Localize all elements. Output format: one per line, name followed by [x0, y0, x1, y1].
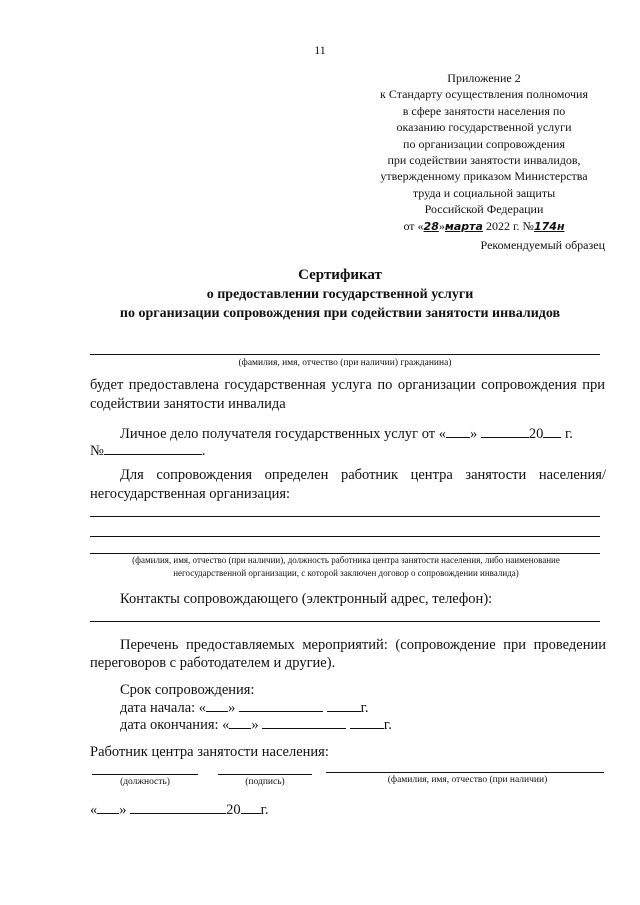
final-date-line: « » 20 г. — [90, 802, 269, 818]
end-date-line: дата окончания: « » г. — [120, 717, 392, 733]
final-day-blank — [97, 800, 119, 814]
signature-fill-line — [218, 774, 312, 775]
appendix-line: оказанию государственной услуги — [396, 120, 572, 135]
handwritten-day: 28 — [423, 219, 439, 233]
employee-label: Работник центра занятости населения: — [90, 744, 329, 760]
day-blank — [446, 424, 470, 438]
file-number-blank — [104, 441, 202, 455]
page-number: 11 — [314, 43, 326, 57]
service-paragraph-line: содействии занятости инвалида — [90, 396, 286, 412]
escort-fill-line — [90, 536, 600, 537]
title-line: по организации сопровождения при содействии занятости инвалидов — [119, 306, 561, 321]
recommended-sample-label: Рекомендуемый образец — [480, 238, 605, 252]
activities-line: Перечень предоставляемых мероприятий: (сопровождение при проведении — [120, 637, 606, 653]
order-date-line: от «28»марта 2022 г. №174н — [403, 218, 565, 233]
appendix-line: к Стандарту осуществления полномочия — [380, 87, 588, 102]
contacts-fill-line — [90, 621, 600, 622]
name-caption: (фамилия, имя, отчество (при наличии) — [387, 775, 548, 785]
appendix-line: по организации сопровождения — [403, 136, 565, 151]
position-fill-line — [92, 774, 198, 775]
citizen-name-caption: (фамилия, имя, отчество (при наличии) гражданина) — [238, 358, 452, 368]
personal-file-line: Личное дело получателя государственных услуг от « » 20 г. — [120, 426, 573, 442]
title-line: Сертификат — [298, 267, 382, 283]
appendix-line: в сфере занятости населения по — [402, 103, 566, 118]
term-label: Срок сопровождения: — [120, 682, 255, 698]
month-blank — [481, 424, 529, 438]
citizen-name-line — [90, 354, 600, 355]
name-fill-line — [326, 772, 604, 773]
worker-caption-line: негосударственной организации, с которой заключен договор о сопровождении инвалида) — [173, 568, 519, 578]
escort-fill-line — [90, 553, 600, 554]
personal-file-number-line: № . — [90, 443, 206, 459]
start-date-line: дата начала: « » г. — [120, 700, 369, 716]
activities-line: переговоров с работодателем и другие). — [90, 655, 336, 671]
certificate-title — [60, 266, 620, 323]
escort-fill-line — [90, 516, 600, 517]
title-line: о предоставлении государственной услуги — [206, 287, 474, 302]
appendix-line: труда и социальной защиты — [412, 185, 556, 200]
signature-caption: (подпись) — [245, 777, 285, 787]
handwritten-order-number: 174н — [533, 219, 565, 233]
start-month-blank — [239, 698, 323, 712]
worker-caption-line: (фамилия, имя, отчество (при наличии), должность работника центра занятости населения, либо наименование — [132, 555, 560, 565]
final-year-blank — [241, 800, 261, 814]
appendix-line: Приложение 2 — [447, 71, 521, 85]
handwritten-month: марта — [444, 219, 483, 233]
end-month-blank — [262, 715, 346, 729]
end-day-blank — [229, 715, 251, 729]
end-year-blank — [350, 715, 384, 729]
appendix-line: при содействии занятости инвалидов, — [387, 153, 581, 168]
appendix-header — [360, 70, 608, 235]
appendix-line: Российской Федерации — [424, 202, 544, 217]
escort-paragraph-line: негосударственная организация: — [90, 486, 291, 502]
escort-paragraph-line: Для сопровождения определен работник центра занятости населения/ — [120, 467, 606, 483]
position-caption: (должность) — [120, 777, 170, 787]
appendix-line: утвержденному приказом Министерства — [380, 169, 588, 184]
start-day-blank — [206, 698, 228, 712]
service-paragraph-line: будет предоставлена государственная услуга по организации сопровождения при — [90, 377, 605, 393]
contacts-label: Контакты сопровождающего (электронный адрес, телефон): — [120, 591, 493, 607]
final-month-blank — [130, 800, 226, 814]
start-year-blank — [327, 698, 361, 712]
year-blank — [543, 424, 561, 438]
